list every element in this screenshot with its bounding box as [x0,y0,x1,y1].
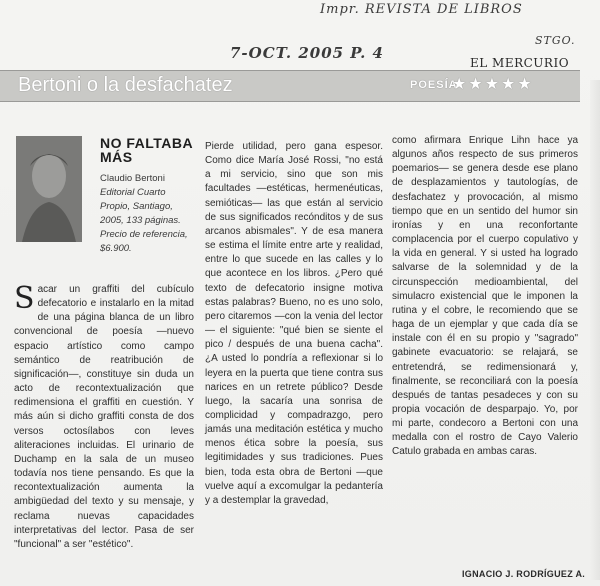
section-label: POESÍA [410,79,458,91]
book-details [100,172,196,256]
handwritten-city-note: STGO. [535,34,576,47]
article-column-1 [14,283,194,552]
book-publication-info: Editorial Cuarto Propio, Santiago, 2005, 133 páginas. Precio de referencia, $6.900. [100,187,188,254]
book-author: Claudio Bertoni [100,173,165,184]
article-column-2: Pierde utilidad, pero gana espesor. Como dice María José Rossi, "no está a mi servicio, sino que son mis facultades —estéticas, hermenéuticas, semióticas— las que están al servicio de sus significados recónditos y de sus arcanos abismales". Y de esa manera se estima el límite entre arte y realidad, entre lo que sucede en las calles y lo que acontece en los libros. ¿Pero qué texto de defecatorio insigne motiva estas palabras? Bueno, no es uno solo, pero citaremos —con la venia del lector— el siguiente: "qué bien se siente el pico / después de una buena cacha". ¿A usted lo pondría a reflexionar si lo leyera en la puerta que tiene contra sus narices en un retrete público? Desde luego, la sacaría una sonrisa de complicidad y compadrazgo, pero jamás una meditación estética y mucho menos ética sobre la poesía, sus legitimidades y sus tradiciones. Pues bien, toda esta obra de Bertoni —que vuelve aquí a excomulgar la pedantería y a destemplar la gravedad, [205,141,383,506]
book-cover-image [16,136,82,242]
article-title: Bertoni o la desfachatez [18,74,233,96]
page-edge-shadow [590,80,600,580]
book-title: NO FALTABA MÁS [100,135,193,165]
article-column-1-text: acar un graffiti del cubículo defecatorio e instalarlo en la mitad de una página blanca de un libro convencional de poesía —nuevo espacio artístico como campo semántico de reatribución de significación—, constituye sin duda un acto de recontextualización que redimensiona el graffiti en cuestión. Y más aún si dicho graffiti consta de dos versos octosílabos con leves aliteraciones incluidas. El urinario de Duchamp en la sala de un museo todavía nos tiene pensando. Es que la recontextualización aumenta la ambigüedad del texto y su mensaje, y reclama nuevas capacidades interpretativas del lector. Pasa de ser "funcional" a ser "estético". [14,284,194,550]
newspaper-masthead: EL MERCURIO [470,56,570,70]
article-column-3: como afirmara Enrique Lihn hace ya algunos años respecto de sus primeros poemarios— se genera desde ese plano de desplazamientos y tautologías, de desfachatez y provocación, al mismo tiempo que en un sentido del humor sin ironías y en una reconfortante complacencia por el cuerpo copulativo y la vida en general. Y si usted ha logrado salvarse de la solemnidad y de la circunspección medioambiental, del simulacro existencial que le imponen la rutina y el cobre, le recomiendo que se haga de un ejemplar y que cada día se instale con él en su propio y "sagrado" gabinete evacuatorio: se relajará, se entretendrá, se redimensionará y, finalmente, se reconciliará con la poesía después de tantas pesadeces y con su propia vocación de desparpajo. Yo, por mi parte, condecoro a Bertoni con una medalla con el rostro de Cayo Valerio Catulo grabada en ambas caras. [392,135,578,458]
drop-cap: S [14,281,35,316]
handwritten-date-note: 7-OCT. 2005 P. 4 [230,44,384,62]
author-signature: IGNACIO J. RODRÍGUEZ A. [462,569,586,579]
rating-stars: ★★★★★ [452,76,534,93]
handwritten-source-note: Impr. REVISTA DE LIBROS [320,2,523,17]
portrait-graphic [16,136,82,242]
article-header-banner [0,70,580,102]
